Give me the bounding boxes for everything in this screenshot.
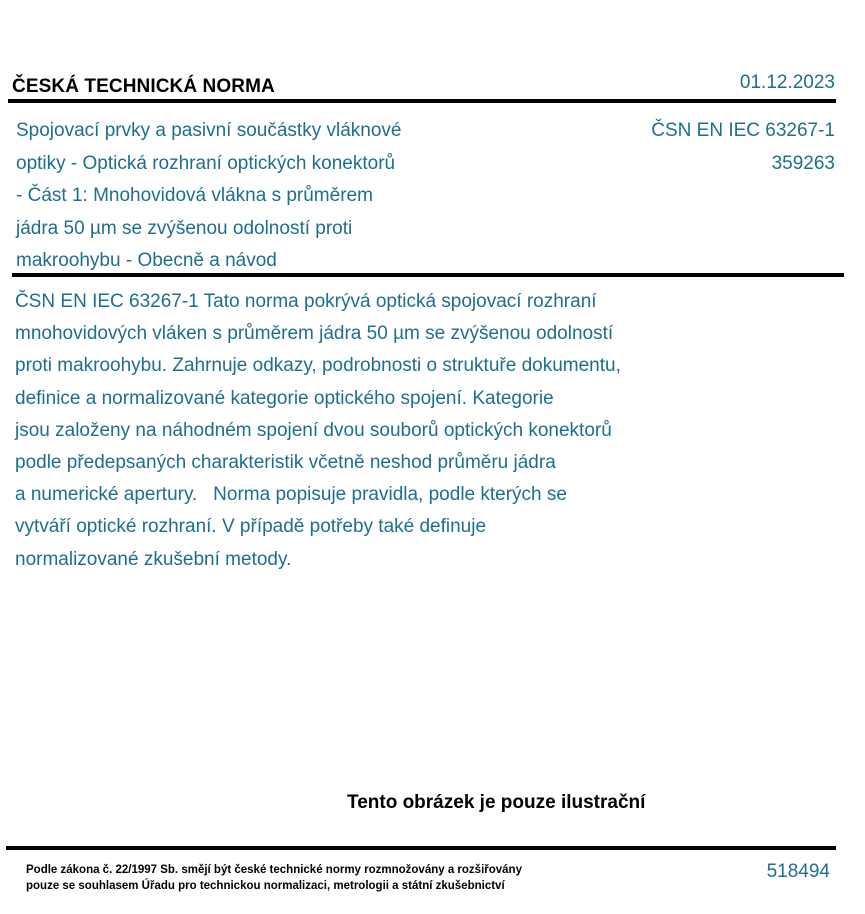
abstract-line: podle předepsaných charakteristik včetně neshod průměru jádra [15, 452, 556, 474]
standard-identifiers [651, 115, 835, 180]
standard-title [16, 115, 476, 278]
abstract-text [15, 286, 715, 576]
document-id: 518494 [766, 861, 830, 882]
abstract-line: mnohovidových vláken s průměrem jádra 50 µm se zvýšenou odolností [15, 323, 614, 345]
abstract-line: proti makroohybu. Zahrnuje odkazy, podrobnosti o struktuře dokumentu, [15, 355, 621, 377]
abstract-line: definice a normalizované kategorie optického spojení. Kategorie [15, 387, 554, 409]
legal-notice [26, 862, 522, 894]
standard-title-line: - Část 1: Mnohovidová vlákna s průměrem [16, 185, 373, 206]
abstract-line: ČSN EN IEC 63267-1 Tato norma pokrývá optická spojovací rozhraní [15, 291, 597, 312]
abstract-line: normalizované zkušební metody. [15, 548, 292, 570]
abstract-line: a numerické apertury. Norma popisuje pravidla, podle kterých se [15, 484, 567, 506]
standard-code: ČSN EN IEC 63267-1 [651, 120, 835, 141]
legal-notice-line: pouze se souhlasem Úřadu pro technickou normalizaci, metrologii a státní zkušebnictví [26, 880, 505, 892]
legal-notice-line: Podle zákona č. 22/1997 Sb. smějí být české technické normy rozmnožovány a rozšiřovány [26, 864, 522, 876]
document-type-title: ČESKÁ TECHNICKÁ NORMA [12, 76, 275, 97]
publication-date: 01.12.2023 [739, 72, 835, 93]
standard-title-line: optiky - Optická rozhraní optických konektorů [16, 152, 396, 174]
standard-title-line: Spojovací prvky a pasivní součástky vláknové [16, 120, 402, 141]
class-number: 359263 [771, 152, 835, 174]
header-divider [8, 99, 836, 103]
illustrative-note: Tento obrázek je pouze ilustrační [347, 792, 646, 813]
standard-title-line: makroohybu - Obecně a návod [16, 250, 277, 271]
abstract-line: vytváří optické rozhraní. V případě potřeby také definuje [15, 516, 487, 538]
title-divider [12, 273, 844, 277]
footer-divider [6, 846, 836, 850]
abstract-line: jsou založeny na náhodném spojení dvou souborů optických konektorů [15, 419, 612, 441]
standard-title-line: jádra 50 µm se zvýšenou odolností proti [16, 217, 353, 239]
